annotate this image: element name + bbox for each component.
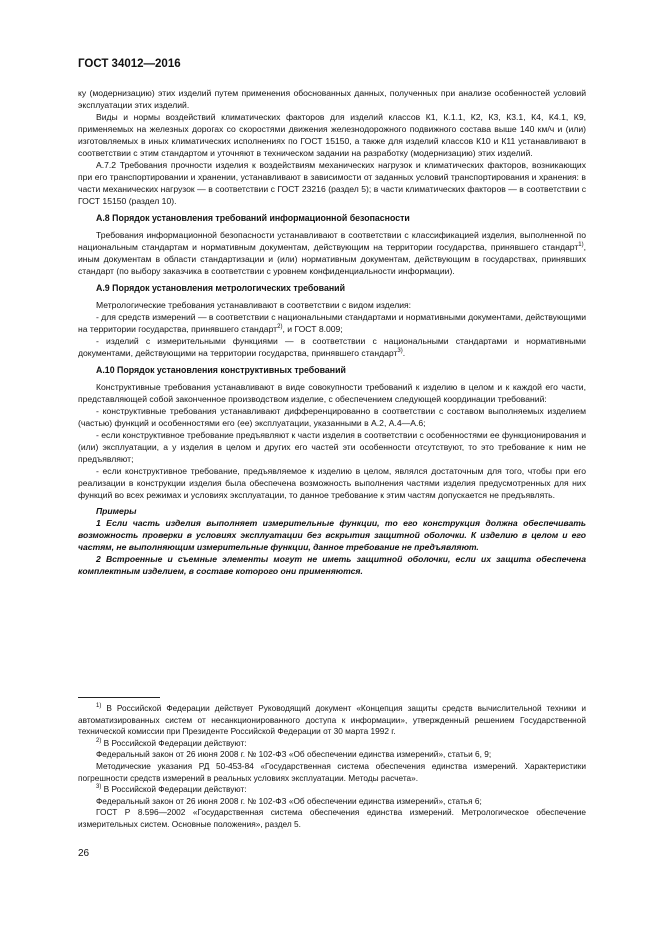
footnote-line: Федеральный закон от 26 июня 2008 г. № 102-ФЗ «Об обеспечении единства измерений», статьи 6, 9; (96, 749, 492, 760)
list-item: - если конструктивное требование, предъявляемое к изделию в целом, являлся достаточным для того, чтобы при его реализации в конструкции изделия была обеспечена возможность выполнения частями изделия предусмотренных для них функций во всех режимах и условиях эксплуатации, то данное требование к этим частям допускается не предъявлять. (78, 466, 586, 500)
footnote-line: Федеральный закон от 26 июня 2008 г. № 102-ФЗ «Об обеспечении единства измерений», статья 6; (96, 795, 482, 806)
text-run: , и ГОСТ 8.009; (282, 324, 343, 334)
text-run: Требования информационной безопасности устанавливают в соответствии с классификацией изделия, выполненной по национальным стандартам и нормативным документам, действующим на территории государства, принявшего стандарт (78, 230, 586, 252)
text-run: - изделий с измерительными функциями — в соответствии с национальными стандартами и нормативными документами, действующими на территории государства, принявшего стандарт (78, 336, 586, 358)
footnote-line: Методические указания РД 50-453-84 «Государственная система обеспечения единства измерений. Характеристики погрешности средств измерений в реальных условиях эксплуатации. Методы расчета». (78, 760, 586, 783)
footnote-text: В Российской Федерации действуют: (101, 737, 247, 748)
main-text (78, 87, 586, 577)
footnote-separator (78, 697, 160, 698)
example-item: 2 Встроенные и съемные элементы могут не иметь защитной оболочки, если их защита обеспечена комплектным изделием, в составе которого они применяются. (78, 554, 586, 576)
text-run: . (402, 348, 406, 358)
footnote-marker: 2) (96, 738, 102, 745)
footnote-text: В Российской Федерации действуют: (101, 784, 247, 795)
footnote-line: ГОСТ Р 8.596—2002 «Государственная система обеспечения единства измерений. Метрологическое обеспечение измерительных систем. Основные положения», раздел 5. (78, 807, 586, 829)
footnote-marker: 3) (96, 784, 102, 791)
footnote (78, 784, 586, 796)
list-item (78, 335, 586, 359)
paragraph: Виды и нормы воздействий климатических факторов для изделий классов К1, К.1.1, К2, К3, К3.1, К4, К4.1, К9, применяемых на железных дорогах со скоростями движения железнодорожного подвижного состава выше 140 км/ч и (или) изготовляемых в иных климатических исполнениях по ГОСТ 15150, а также для изделий классов К10 и К11 устанавливают в соответствии с этим стандартом и уточняют в техническом задании на разработку (модернизацию) этих изделий. (78, 112, 586, 158)
section-heading-a8: А.8 Порядок установления требований информационной безопасности (96, 213, 410, 223)
footnote-marker: 1) (96, 703, 102, 710)
footnote (78, 738, 586, 750)
footnote-ref: 3) (397, 348, 403, 355)
section-heading-a9: А.9 Порядок установления метрологических требований (96, 283, 345, 293)
footnote-text: В Российской Федерации действует Руководящий документ «Концепция защиты средств вычислительной техники и автоматизированных систем от несанкционированного доступа к информации», утвержденный решением Государственной технической комиссии при Президенте Российской Федерации от 30 марта 1992 г. (78, 703, 586, 737)
paragraph: А.7.2 Требования прочности изделия к воздействиям механических нагрузок и климатических факторов, возникающих при его транспортировании и хранении, устанавливают в зависимости от заданных условий транспортирования и хранения: в части механических нагрузок — в соответствии с ГОСТ 23216 (раздел 5); в части климатических факторов — в соответствии с ГОСТ 15150 (раздел 10). (78, 160, 586, 206)
text-run: - для средств измерений — в соответствии с национальными стандартами и нормативными документами, действующими на территории государства, принявшего стандарт (78, 312, 586, 334)
footnotes (78, 703, 586, 831)
list-item (78, 311, 586, 335)
footnote-ref: 1) (578, 242, 584, 249)
section-heading-a10: А.10 Порядок установления конструктивных требований (96, 365, 346, 375)
page-number: 26 (78, 848, 90, 859)
text-run: , иным документам в области стандартизации и (или) нормативным документам, действующим в государствах, принявших стандарт (по выбору заказчика в соответствии с уровнем конфиденциальности информации). (78, 242, 586, 276)
examples-title: Примеры (96, 506, 137, 516)
example-item: 1 Если часть изделия выполняет измерительные функции, то его конструкция должна обеспечивать возможность проверки в условиях эксплуатации без вскрытия защитной оболочки. К изделию в целом и его частям, не выполняющим измерительные функции, данное требование не предъявляют. (78, 518, 586, 552)
document-header: ГОСТ 34012—2016 (78, 58, 181, 70)
footnote-ref: 2) (277, 324, 283, 331)
list-item: - если конструктивное требование предъявляют к части изделия в соответствии с особенностями ее функционирования и (или) эксплуатации, а у изделия в целом и других его частей эти особенности отсутствуют, то это требование к ним не предъявляют; (78, 430, 586, 464)
paragraph (78, 229, 586, 277)
footnote (78, 703, 586, 738)
paragraph: Конструктивные требования устанавливают в виде совокупности требований к изделию в целом и к каждой его части, представляющей собой законченное производством изделие, с обеспечением следующей координации требований: (78, 382, 586, 404)
list-item: - конструктивные требования устанавливают дифференцированно в соответствии с составом выполняемых изделием (частью) функций и особенностями его (ее) эксплуатации, указанными в А.2, А.4—А.6; (78, 406, 586, 428)
paragraph: Метрологические требования устанавливают в соответствии с видом изделия: (96, 300, 412, 310)
paragraph: ку (модернизацию) этих изделий путем применения обоснованных данных, полученных при анализе особенностей условий эксплуатации этих изделий. (78, 88, 586, 110)
